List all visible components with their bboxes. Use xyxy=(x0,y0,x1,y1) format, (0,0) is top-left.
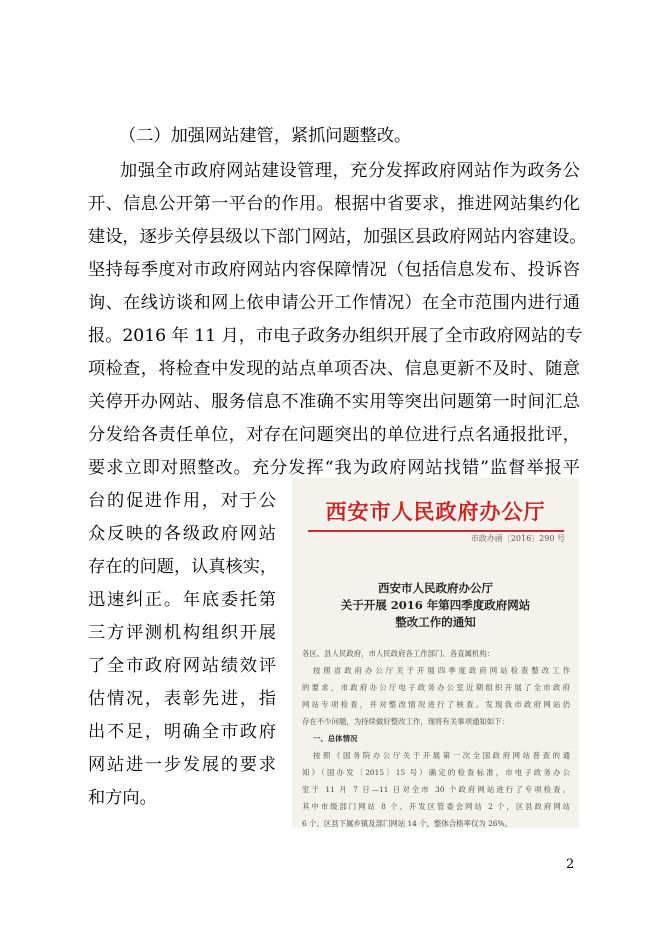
notice-body-line: 按照《国务院办公厅关于开展第一次全国政府网站普查的通 xyxy=(313,751,570,760)
notice-section-title: 一、总体情况 xyxy=(313,734,358,743)
notice-document-image xyxy=(292,478,579,828)
paragraph-line: 要求立即对照整改。充分发挥“我为政府网站找错”监督举报平 xyxy=(88,458,580,478)
paragraph-line: 项检查，将检查中发现的站点单项否决、信息更新不及时、随意 xyxy=(88,359,580,379)
paragraph-line: 询、在线访谈和网上依申请公开工作情况）在全市范围内进行通 xyxy=(88,293,580,313)
paragraph-line: 关停开办网站、服务信息不准确不实用等突出问题第一时间汇总 xyxy=(88,392,580,412)
notice-title-line: 西安市人民政府办公厅 xyxy=(378,581,493,595)
notice-body-line: 室于 11 月 7 日—11 日对全市 30 个政府网站进行了专项检查。 xyxy=(302,785,570,794)
paragraph-line: 开、信息公开第一平台的作用。根据中省要求，推进网站集约化 xyxy=(88,194,580,214)
paragraph-line: 存在的问题，认真核实， xyxy=(88,557,278,577)
paragraph-line: 了全市政府网站绩效评 xyxy=(88,656,276,676)
notice-body-line: 网站专项检查，并对整改情况进行了核查。发现我市政府网站仍 xyxy=(302,700,570,709)
notice-body-line: 存在不少问题，为持续做好整改工作，现将有关事项通知如下： xyxy=(302,717,509,726)
paragraph-line: 台的促进作用，对于公 xyxy=(88,491,276,511)
paragraph-line: 网站进一步发展的要求 xyxy=(88,755,276,775)
paragraph-line: 出不足，明确全市政府 xyxy=(88,722,276,742)
paragraph-line: 建设，逐步关停县级以下部门网站，加强区县政府网站内容建设。 xyxy=(88,227,587,247)
notice-body-line: 各区、县人民政府，市人民政府各工作部门、各直属机构： xyxy=(302,649,495,658)
notice-doc-number: 市政办函〔2016〕290 号 xyxy=(470,534,565,543)
paragraph-line: 和方向。 xyxy=(88,788,157,808)
paragraph-line: 三方评测机构组织开展 xyxy=(88,623,276,643)
red-rule xyxy=(308,530,564,532)
notice-title-line: 整改工作的通知 xyxy=(395,615,476,629)
paragraph-line: 众反映的各级政府网站 xyxy=(88,524,276,544)
paragraph-line: 估情况，表彰先进，指 xyxy=(88,689,276,709)
section-heading: （二）加强网站建管，紧抓问题整改。 xyxy=(119,126,412,146)
notice-body-line: 知》（国办发〔2015〕15 号）确定的检查标准，市电子政务办公 xyxy=(302,768,570,777)
page-number: 2 xyxy=(566,857,575,872)
paragraph-line: 分发给各责任单位，对存在问题突出的单位进行点名通报批评， xyxy=(88,425,580,445)
notice-title-line: 关于开展 2016 年第四季度政府网站 xyxy=(340,598,531,612)
notice-body-line: 按照省政府办公厅关于开展四季度政府网站检查整改工作 xyxy=(313,666,570,675)
paragraph-line: 加强全市政府网站建设管理，充分发挥政府网站作为政务公 xyxy=(120,161,580,181)
notice-office-name: 西安市人民政府办公厅 xyxy=(325,499,546,524)
paragraph-line: 报。2016 年 11 月，市电子政务办组织开展了全市政府网站的专 xyxy=(88,326,583,346)
notice-body-line: 其中市级部门网站 8 个、开发区管委会网站 2 个，区县政府网站 xyxy=(302,802,570,811)
notice-body-line: 6 个、区县下属乡镇及部门网站 14 个，整体合格率仅为 26%。 xyxy=(302,819,512,828)
notice-body-line: 的要求，市政府办公厅电子政务办公室近期组织开展了全市政府 xyxy=(302,683,570,692)
paragraph-line: 迅速纠正。年底委托第 xyxy=(88,590,276,610)
paragraph-line: 坚持每季度对市政府网站内容保障情况（包括信息发布、投诉咨 xyxy=(88,260,580,280)
